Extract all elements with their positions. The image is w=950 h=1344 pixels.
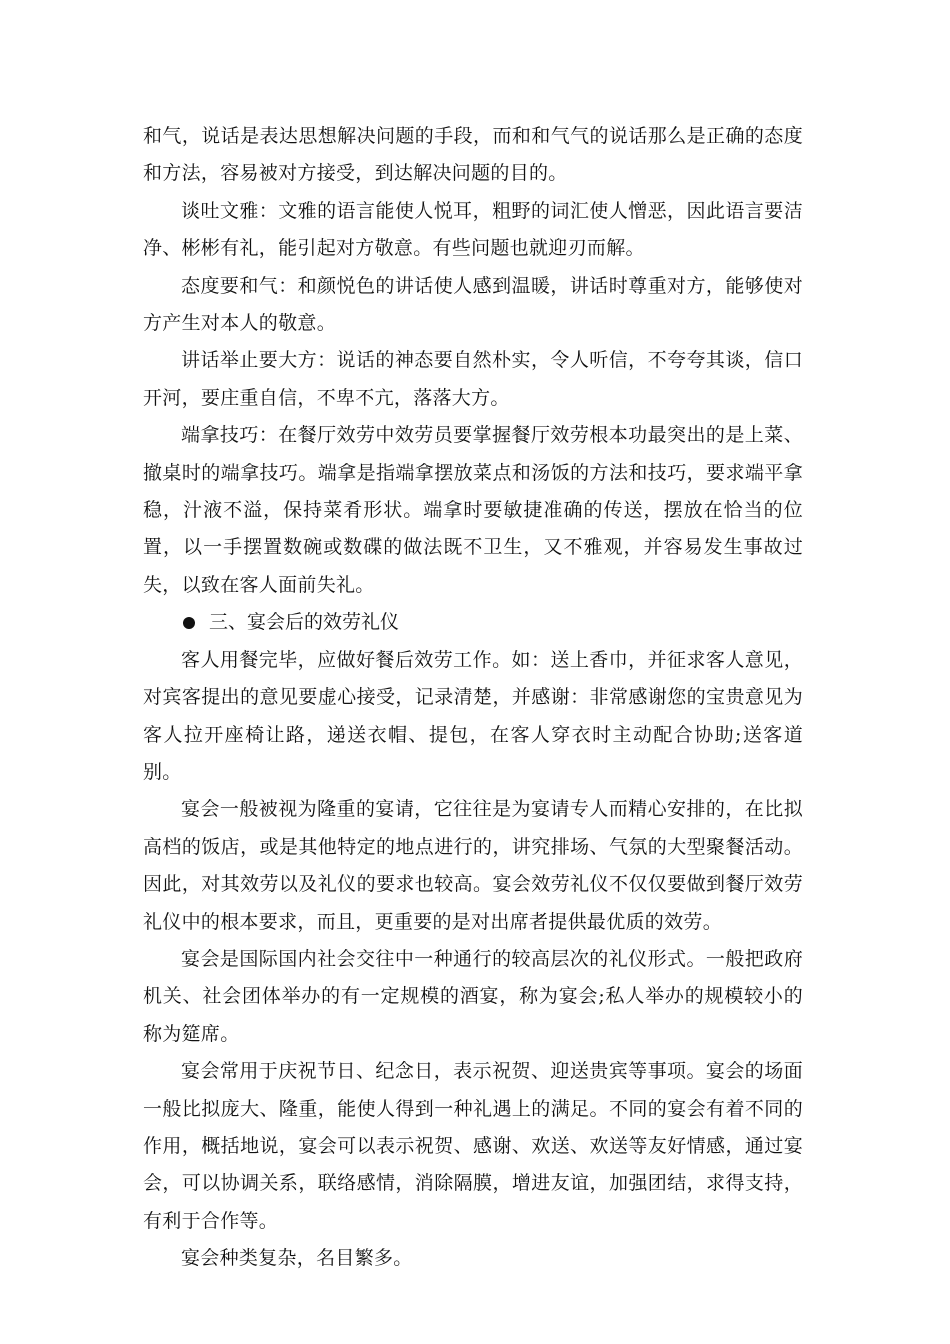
paragraph: 宴会种类复杂，名目繁多。 [181,1247,413,1270]
paragraph: 端拿技巧：在餐厅效劳中效劳员要掌握餐厅效劳根本功最突出的是上菜、撤桌时的端拿技巧。端拿是指端拿摆放菜点和汤饭的方法和技巧，要求端平拿稳，汁液不溢，保持菜肴形状。端拿时要敏捷准确的传送，摆放在恰当的位置，以一手摆置数碗或数碟的做法既不卫生，又不雅观，并容易发生事故过失，以致在客人面前失礼。 [143,424,803,596]
paragraph: 客人用餐完毕，应做好餐后效劳工作。如：送上香巾，并征求客人意见，对宾客提出的意见要虚心接受，记录清楚，并感谢：非常感谢您的宝贵意见为客人拉开座椅让路，递送衣帽、提包，在客人穿衣时主动配合协助;送客道别。 [143,648,803,783]
section-heading [143,604,803,641]
paragraph: 宴会一般被视为隆重的宴请，它往往是为宴请专人而精心安排的，在比拟高档的饭店，或是其他特定的地点进行的，讲究排场、气氛的大型聚餐活动。因此，对其效劳以及礼仪的要求也较高。宴会效劳礼仪不仅仅要做到餐厅效劳礼仪中的根本要求，而且，更重要的是对出席者提供最优质的效劳。 [143,798,803,933]
paragraph: 和气，说话是表达思想解决问题的手段，而和和气气的说话那么是正确的态度和方法，容易被对方接受，到达解决问题的目的。 [143,125,803,185]
paragraph: 宴会常用于庆祝节日、纪念日，表示祝贺、迎送贵宾等事项。宴会的场面一般比拟庞大、隆重，能使人得到一种礼遇上的满足。不同的宴会有着不同的作用，概括地说，宴会可以表示祝贺、感谢、欢送、欢送等友好情感，通过宴会，可以协调关系，联络感情，消除隔膜，增进友谊，加强团结，求得支持，有利于合作等。 [143,1060,803,1232]
bullet-icon [183,617,195,629]
paragraph: 态度要和气：和颜悦色的讲话使人感到温暖，讲话时尊重对方，能够使对方产生对本人的敬意。 [143,274,803,335]
section-heading-text: 三、宴会后的效劳礼仪 [209,611,400,634]
paragraph: 宴会是国际国内社会交往中一种通行的较高层次的礼仪形式。一般把政府机关、社会团体举办的有一定规模的酒宴，称为宴会;私人举办的规模较小的称为筵席。 [143,947,803,1045]
paragraph: 谈吐文雅：文雅的语言能使人悦耳，粗野的词汇使人憎恶，因此语言要洁净、彬彬有礼，能引起对方敬意。有些问题也就迎刃而解。 [143,199,803,260]
document-body [143,118,803,1278]
paragraph: 讲话举止要大方：说话的神态要自然朴实，令人听信，不夸夸其谈，信口开河，要庄重自信，不卑不亢，落落大方。 [143,349,803,409]
